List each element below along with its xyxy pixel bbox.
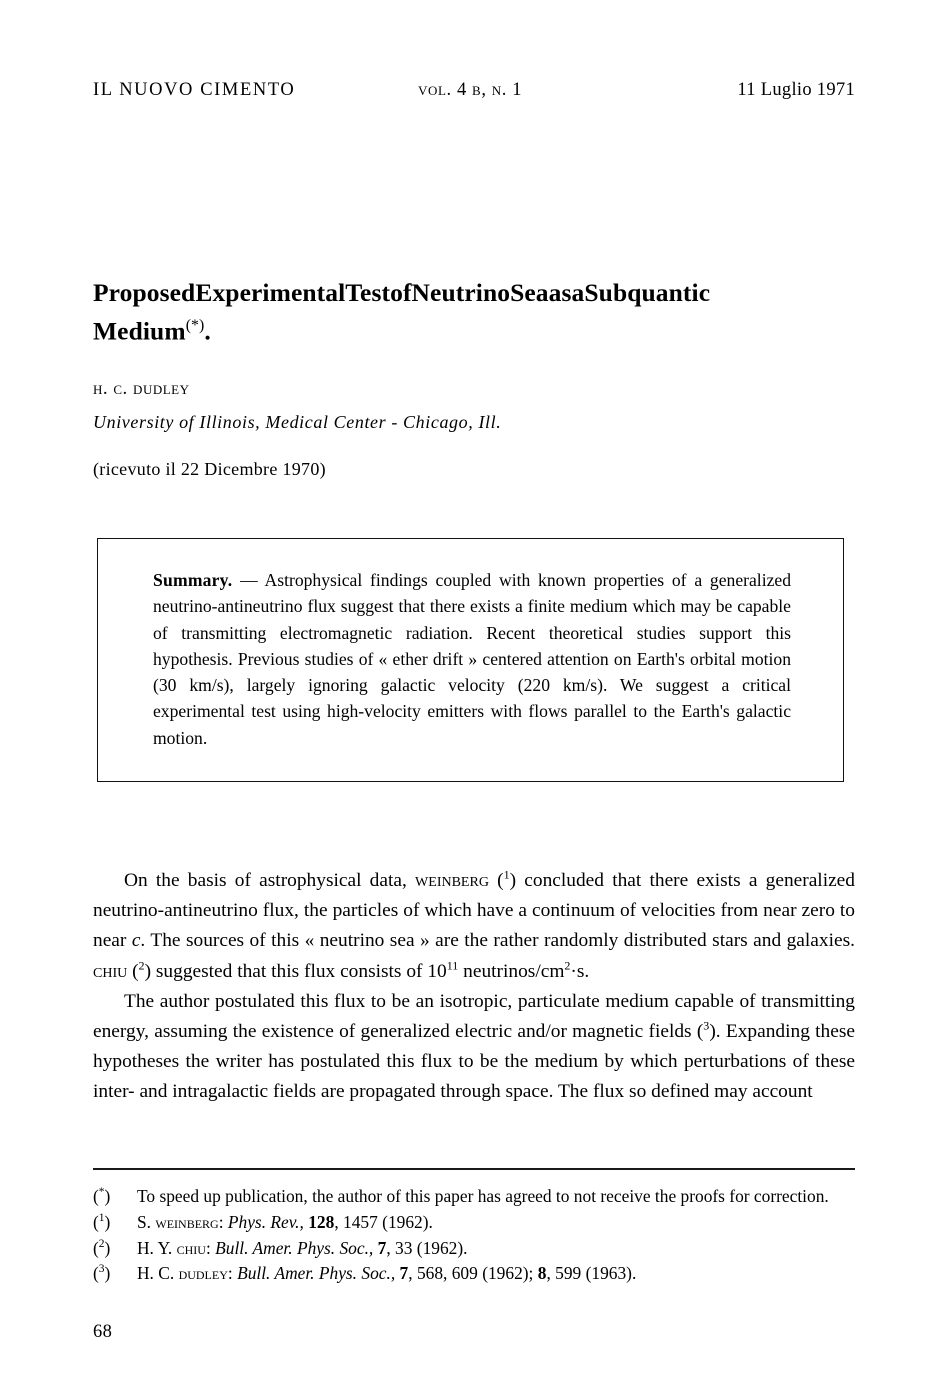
p1-part-4: suggested that this flux consists of 10 bbox=[151, 960, 447, 982]
page-number: 68 bbox=[93, 1322, 113, 1342]
title-word: Neutrino bbox=[411, 278, 511, 307]
footnote-2: ($^2$) H. Y. chiu: Bull. Amer. Phys. Soc., 7, 33 (1962). bbox=[93, 1236, 855, 1262]
footnote-star bbox=[93, 1184, 855, 1210]
footnote-2-journal: Bull. Amer. Phys. Soc. bbox=[215, 1237, 369, 1258]
footnote-1-author-initial: S. bbox=[137, 1211, 156, 1232]
footnote-star-marker: (*) bbox=[93, 1186, 111, 1206]
p1-part-5: neutrinos/cm bbox=[458, 960, 565, 982]
footnote-1-journal: Phys. Rev. bbox=[227, 1211, 300, 1232]
summary-text-block bbox=[153, 567, 791, 751]
citation-chiu: chiu bbox=[93, 960, 128, 982]
title-word: Experimental bbox=[195, 278, 346, 307]
article-title-line-2 bbox=[93, 309, 855, 348]
footnote-separator bbox=[93, 1168, 855, 1170]
volume-issue: vol. 4 b, n. 1 bbox=[418, 80, 523, 100]
footnote-3-author-name: dudley bbox=[178, 1263, 228, 1284]
footnote-3-symbol: 3 bbox=[98, 1263, 105, 1276]
footnote-3: ($^3$) H. C. dudley: Bull. Amer. Phys. Soc., 7, 568, 609 (1962); 8, 599 (1963). bbox=[93, 1261, 855, 1287]
title-word: as bbox=[548, 278, 572, 307]
issue-date: 11 Luglio 1971 bbox=[737, 80, 855, 100]
ref-marker-3: 3 bbox=[703, 1018, 710, 1033]
footnote-1-year: (1962). bbox=[382, 1211, 433, 1232]
footnote-3-pages-2: 599 bbox=[555, 1263, 582, 1284]
ref-marker-1: 1 bbox=[503, 867, 510, 882]
received-date: (ricevuto il 22 Dicembre 1970) bbox=[93, 459, 326, 479]
footnote-3-year: (1962); bbox=[482, 1263, 538, 1284]
footnote-2-volume: 7 bbox=[377, 1237, 387, 1258]
symbol-c: c bbox=[131, 930, 141, 952]
footnote-1: ($^1$) S. weinberg: Phys. Rev., 128, 1457 (1962). bbox=[93, 1210, 855, 1236]
exponent-11: 11 bbox=[446, 958, 459, 973]
author-name bbox=[93, 378, 190, 400]
p2-part-2: . Expanding these hypotheses the writer has postulated this flux to be the medium by which perturbations of these inter- and intragalactic fields are propagated through space. The flux so defined may account bbox=[93, 1021, 855, 1103]
title-word: of bbox=[390, 278, 412, 307]
p1-part-2: concluded that there exists a generalized neutrino-antineutrino flux, the particles of which have a continuum of velocities from near zero to near bbox=[93, 870, 855, 952]
footnote-2-author-initial: H. Y. bbox=[137, 1237, 177, 1258]
footnote-1-author-name: weinberg bbox=[155, 1211, 219, 1232]
article-title bbox=[93, 276, 855, 348]
footnote-2-author-name: chiu bbox=[176, 1237, 206, 1258]
body-paragraph-2: The author postulated this flux to be an isotropic, particulate medium capable of transmitting energy, assuming the existence of generalized electric and/or magnetic fields ($^3$). Expanding these hypotheses the writer has postulated this flux to be the medium by which perturbations of these inter- and intragalactic fields are propagated through space. The flux so defined may account bbox=[93, 990, 855, 1103]
footnote-3-marker: ($^3$) bbox=[93, 1263, 111, 1284]
body-paragraph-1: On the basis of astrophysical data, weinberg ($^1$) concluded that there exists a generalized neutrino-antineutrino flux, the particles of which have a continuum of velocities from near zero to near c. The sources of this « neutrino sea » are the rather randomly distributed stars and galaxies. chiu ($^2$) suggested that this flux consists of $10^{11}$ neutrinos/$cm^2\cdot s$. bbox=[93, 867, 855, 982]
body-text bbox=[93, 866, 855, 1108]
footnote-2-marker: ($^2$) bbox=[93, 1237, 111, 1258]
footnote-3-volume: 7 bbox=[399, 1263, 409, 1284]
footnote-1-separator: : bbox=[218, 1211, 228, 1232]
article-title-line-1 bbox=[93, 276, 855, 309]
summary-dash: — bbox=[240, 570, 258, 590]
footnote-3-journal: Bull. Amer. Phys. Soc. bbox=[237, 1263, 391, 1284]
footnote-1-marker: ($^1$) bbox=[93, 1211, 111, 1232]
footnote-star-text: To speed up publication, the author of this paper has agreed to not receive the proofs for correction. bbox=[137, 1186, 829, 1206]
footnote-2-pages: 33 bbox=[395, 1237, 413, 1258]
running-head bbox=[93, 80, 855, 106]
title-footnote-marker: (*) bbox=[185, 317, 205, 334]
summary-body: Astrophysical findings coupled with known properties of a generalized neutrino-antineutrino flux suggest that there exists a finite medium which may be capable of transmitting electromagnetic radiation. Recent theoretical studies support this hypothesis. Previous studies of « ether drift » centered attention on Earth's orbital motion (30 km/s), largely ignoring galactic velocity (220 km/s). We suggest a critical experimental test using high-velocity emitters with flows parallel to the Earth's galactic motion. bbox=[153, 570, 791, 748]
title-period: . bbox=[204, 316, 211, 346]
footnote-3-pages: 568, 609 bbox=[416, 1263, 478, 1284]
ref-marker-2: 2 bbox=[138, 958, 145, 973]
footnote-2-separator: : bbox=[205, 1237, 216, 1258]
footnote-1-pages: 1457 bbox=[343, 1211, 378, 1232]
footnote-3-volume-2: 8 bbox=[537, 1263, 547, 1284]
footnote-3-author-initial: H. C. bbox=[137, 1263, 179, 1284]
journal-title: IL NUOVO CIMENTO bbox=[93, 80, 296, 100]
p1-part-6: ·s. bbox=[570, 960, 590, 982]
summary-heading: Summary. bbox=[153, 570, 233, 590]
footnote-1-symbol: 1 bbox=[98, 1212, 105, 1224]
footnote-1-volume: 128 bbox=[308, 1211, 335, 1232]
author-affiliation: University of Illinois, Medical Center - Chicago, Ill. bbox=[93, 412, 502, 432]
title-word: Proposed bbox=[93, 278, 196, 307]
footnote-3-separator: : bbox=[227, 1263, 238, 1284]
title-word: Test bbox=[345, 278, 391, 307]
title-word: Subquantic bbox=[584, 278, 711, 307]
author-name-text: h. c. dudley bbox=[93, 378, 190, 399]
p1-part-1: On the basis of astrophysical data, bbox=[124, 870, 416, 891]
p1-part-3: . The sources of this « neutrino sea » are the rather randomly distributed stars and galaxies. bbox=[140, 930, 855, 952]
article-title-line-2-text: Medium bbox=[93, 316, 186, 346]
footnote-2-symbol: 2 bbox=[98, 1237, 105, 1250]
footnote-star-symbol: * bbox=[98, 1186, 105, 1199]
p2-part-1: The author postulated this flux to be an isotropic, particulate medium capable of transmitting energy, assuming the existence of generalized electric and/or magnetic fields bbox=[93, 990, 855, 1043]
footnote-2-year: (1962). bbox=[416, 1237, 468, 1258]
exponent-2: 2 bbox=[564, 958, 571, 973]
footnote-3-year-2: (1963). bbox=[585, 1263, 637, 1284]
title-word: Sea bbox=[510, 278, 549, 307]
footnotes bbox=[93, 1184, 855, 1287]
title-word: a bbox=[571, 278, 585, 307]
citation-weinberg: weinberg bbox=[415, 870, 489, 891]
summary-box bbox=[97, 538, 844, 782]
